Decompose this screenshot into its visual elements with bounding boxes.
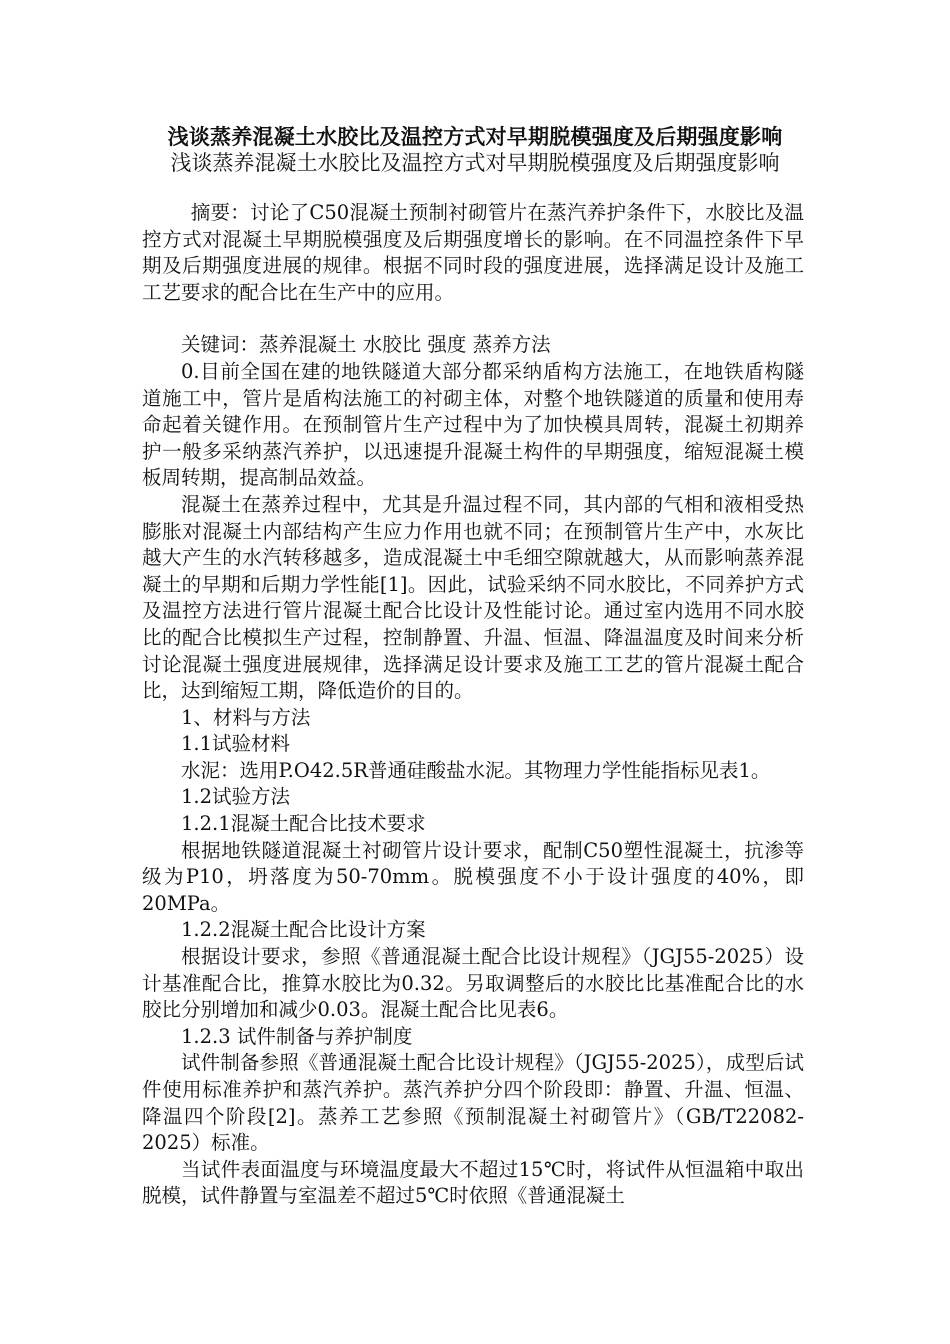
- section-heading-materials-methods: 1、材料与方法: [181, 705, 311, 729]
- section-heading-mix-requirements: 1.2.1混凝土配合比技术要求: [181, 812, 426, 836]
- body-paragraph-mix-design: 根据设计要求，参照《普通混凝土配合比设计规程》（JGJ55-2025）设计基准配合比，推算水胶比为0.32。另取调整后的水胶比比基准配合比的水胶比分别增加和减少0.03。混凝土配合比见表6。: [142, 945, 804, 1022]
- body-paragraph-demolding: 当试件表面温度与环境温度最大不超过15℃时，将试件从恒温箱中取出脱模，试件静置与室温差不超过5℃时依照《普通混凝土: [142, 1157, 804, 1208]
- document-body: [142, 200, 804, 1210]
- keywords-line: 关键词：蒸养混凝土 水胶比 强度 蒸养方法: [181, 333, 551, 357]
- body-paragraph-specimen-curing: 试件制备参照《普通混凝土配合比设计规程》（JGJ55-2025），成型后试件使用标准养护和蒸汽养护。蒸汽养护分四个阶段即：静置、升温、恒温、降温四个阶段[2]。蒸养工艺参照《预制混凝土衬砌管片》（GB/T22082-2025）标准。: [142, 1051, 804, 1155]
- section-heading-test-materials: 1.1试验材料: [181, 732, 291, 756]
- section-heading-mix-design: 1.2.2混凝土配合比设计方案: [181, 918, 426, 942]
- body-paragraph-cement: 水泥：选用P.O42.5R普通硅酸盐水泥。其物理力学性能指标见表1。: [181, 758, 771, 782]
- document-title: 浅谈蒸养混凝土水胶比及温控方式对早期脱模强度及后期强度影响: [167, 124, 783, 149]
- abstract-paragraph: 摘要：讨论了C50混凝土预制衬砌管片在蒸汽养护条件下，水胶比及温控方式对混凝土早期脱模强度及后期强度增长的影响。在不同温控条件下早期及后期强度进展的规律。根据不同时段的强度进展，选择满足设计及施工工艺要求的配合比在生产中的应用。: [142, 201, 804, 304]
- body-paragraph-mix-requirements: 根据地铁隧道混凝土衬砌管片设计要求，配制C50塑性混凝土，抗渗等级为P10，坍落度为50-70mm。脱模强度不小于设计强度的40%，即20MPa。: [142, 838, 804, 915]
- document-subtitle: 浅谈蒸养混凝土水胶比及温控方式对早期脱模强度及后期强度影响: [170, 151, 780, 175]
- body-paragraph-steam-curing: 混凝土在蒸养过程中，尤其是升温过程不同，其内部的气相和液相受热膨胀对混凝土内部结构产生应力作用也就不同；在预制管片生产中，水灰比越大产生的水汽转移越多，造成混凝土中毛细空隙就越大，从而影响蒸养混凝土的早期和后期力学性能[1]。因此，试验采纳不同水胶比，不同养护方式及温控方法进行管片混凝土配合比设计及性能讨论。通过室内选用不同水胶比的配合比模拟生产过程，控制静置、升温、恒温、降温温度及时间来分析讨论混凝土强度进展规律，选择满足设计要求及施工工艺的管片混凝土配合比，达到缩短工期，降低造价的目的。: [142, 492, 804, 703]
- section-heading-specimen-curing: 1.2.3 试件制备与养护制度: [181, 1024, 413, 1048]
- body-paragraph-intro: 0.目前全国在建的地铁隧道大部分都采纳盾构方法施工，在地铁盾构隧道施工中，管片是盾构法施工的衬砌主体，对整个地铁隧道的质量和使用寿命起着关键作用。在预制管片生产过程中为了加快模具周转，混凝土初期养护一般多采纳蒸汽养护，以迅速提升混凝土构件的早期强度，缩短混凝土模板周转期，提高制品效益。: [142, 359, 804, 490]
- section-heading-test-methods: 1.2试验方法: [181, 785, 291, 809]
